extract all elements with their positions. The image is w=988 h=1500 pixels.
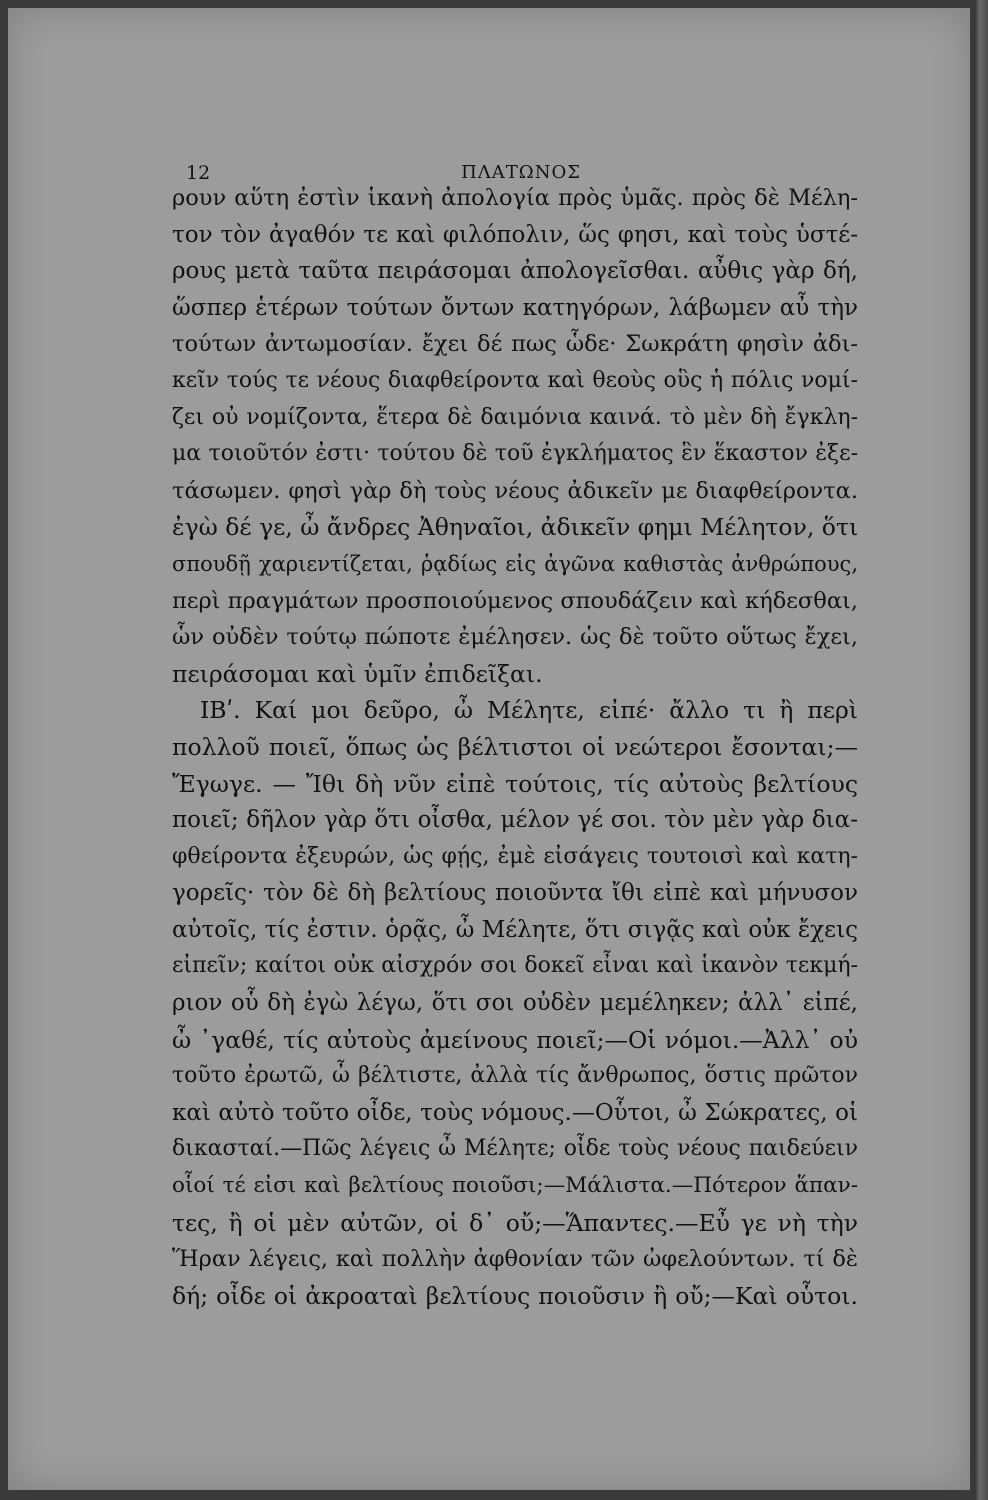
text-line: κεῖν τούς τε νέους διαφθείροντα καὶ θεοὺς οὓς ἡ πόλις νομί- xyxy=(172,367,858,393)
text-line: εἰπεῖν; καίτοι οὐκ αἰσχρόν σοι δοκεῖ εἶναι καὶ ἱκανὸν τεκμή- xyxy=(172,953,858,979)
text-line: Ἔγωγε. — Ἴθι δὴ νῦν εἰπὲ τούτοις, τίς αὐτοὺς βελτίους xyxy=(172,769,858,798)
text-line: ριον οὗ δὴ ἐγὼ λέγω, ὅτι σοι οὐδὲν μεμέληκεν; ἀλλ᾽ εἰπέ, xyxy=(172,990,858,1017)
text-line: τάσωμεν. φησὶ γὰρ δὴ τοὺς νέους ἀδικεῖν με διαφθείροντα. xyxy=(172,477,858,504)
text-line: μα τοιοῦτόν ἐστι· τούτου δὲ τοῦ ἐγκλήματος ἓν ἕκαστον ἐξε- xyxy=(172,441,858,467)
text-line: δικασταί.—Πῶς λέγεις ὦ Μέλητε; οἶδε τοὺς νέους παιδεύειν xyxy=(172,1136,858,1162)
text-line: ὥσπερ ἑτέρων τούτων ὄντων κατηγόρων, λάβωμεν αὖ τὴν xyxy=(172,294,858,321)
text-line: ρους μετὰ ταῦτα πειράσομαι ἀπολογεῖσθαι. αὖθις γὰρ δή, xyxy=(172,258,858,285)
text-line: πειράσομαι καὶ ὑμῖν ἐπιδεῖξαι. xyxy=(172,659,543,688)
text-line: δή; οἶδε οἱ ἀκροαταὶ βελτίους ποιοῦσιν ἢ οὔ;—Καὶ οὗτοι. xyxy=(172,1281,858,1310)
text-line: σπουδῇ χαριεντίζεται, ῥᾳδίως εἰς ἀγῶνα καθιστὰς ἀνθρώπους, xyxy=(172,551,858,576)
text-line: τες, ἢ οἱ μὲν αὐτῶν, οἱ δ᾽ οὔ;—Ἅπαντες.—Εὖ γε νὴ τὴν xyxy=(172,1208,858,1237)
page-number: 12 xyxy=(186,162,211,184)
section-heading-line: ΙΒʹ. Καί μοι δεῦρο, ὦ Μέλητε, εἰπέ· ἄλλο τι ἢ περὶ xyxy=(200,696,858,725)
text-line: ρουν αὕτη ἐστὶν ἱκανὴ ἀπολογία πρὸς ὑμᾶς. πρὸς δὲ Μέλη- xyxy=(172,185,858,211)
header-title: ΠΛΑΤΩΝΟΣ xyxy=(461,162,581,183)
text-line: αὐτοῖς, τίς ἐστιν. ὁρᾷς, ὦ Μέλητε, ὅτι σιγᾷς καὶ οὐκ ἔχεις xyxy=(172,916,858,943)
book-spine-edge xyxy=(974,0,988,1500)
text-line: τοῦτο ἐρωτῶ, ὦ βέλτιστε, ἀλλὰ τίς ἄνθρωπος, ὅστις πρῶτον xyxy=(172,1063,858,1089)
text-line: γορεῖς· τὸν δὲ δὴ βελτίους ποιοῦντα ἴθι εἰπὲ καὶ μήνυσον xyxy=(172,880,858,907)
text-line: οἷοί τέ εἰσι καὶ βελτίους ποιοῦσι;—Μάλιστα.—Πότερον ἅπαν- xyxy=(172,1173,858,1199)
text-line: ἐγὼ δέ γε, ὦ ἄνδρες Ἀθηναῖοι, ἀδικεῖν φημι Μέλητον, ὅτι xyxy=(172,513,859,542)
text-line: τούτων ἀντωμοσίαν. ἔχει δέ πως ὧδε· Σωκράτη φησὶν ἀδι- xyxy=(172,331,858,358)
text-line: περὶ πραγμάτων προσποιούμενος σπουδάζειν καὶ κήδεσθαι, xyxy=(172,587,858,614)
text-line: Ἥραν λέγεις, καὶ πολλὴν ἀφθονίαν τῶν ὠφελούντων. τί δὲ xyxy=(172,1246,858,1273)
text-line: φθείροντα ἐξευρών, ὡς φῄς, ἐμὲ εἰσάγεις τουτοισὶ καὶ κατη- xyxy=(172,843,858,869)
body-text xyxy=(172,180,858,1314)
text-line: ποιεῖ; δῆλον γὰρ ὅτι οἶσθα, μέλον γέ σοι. τὸν μὲν γὰρ δια- xyxy=(172,807,858,834)
text-line: τον τὸν ἀγαθόν τε καὶ φιλόπολιν, ὥς φησι, καὶ τοὺς ὑστέ- xyxy=(172,221,858,248)
text-line: πολλοῦ ποιεῖ, ὅπως ὡς βέλτιστοι οἱ νεώτεροι ἔσονται;— xyxy=(172,732,858,761)
text-line: ὧν οὐδὲν τούτῳ πώποτε ἐμέλησεν. ὡς δὲ τοῦτο οὕτως ἔχει, xyxy=(172,624,858,651)
text-line: καὶ αὐτὸ τοῦτο οἶδε, τοὺς νόμους.—Οὗτοι, ὦ Σώκρατες, οἱ xyxy=(172,1099,858,1126)
text-line: ὦ ᾽γαθέ, τίς αὐτοὺς ἀμείνους ποιεῖ;—Οἱ νόμοι.—Ἀλλ᾽ οὐ xyxy=(172,1025,858,1054)
text-line: ζει οὐ νομίζοντα, ἕτερα δὲ δαιμόνια καινά. τὸ μὲν δὴ ἔγκλη- xyxy=(172,404,858,430)
